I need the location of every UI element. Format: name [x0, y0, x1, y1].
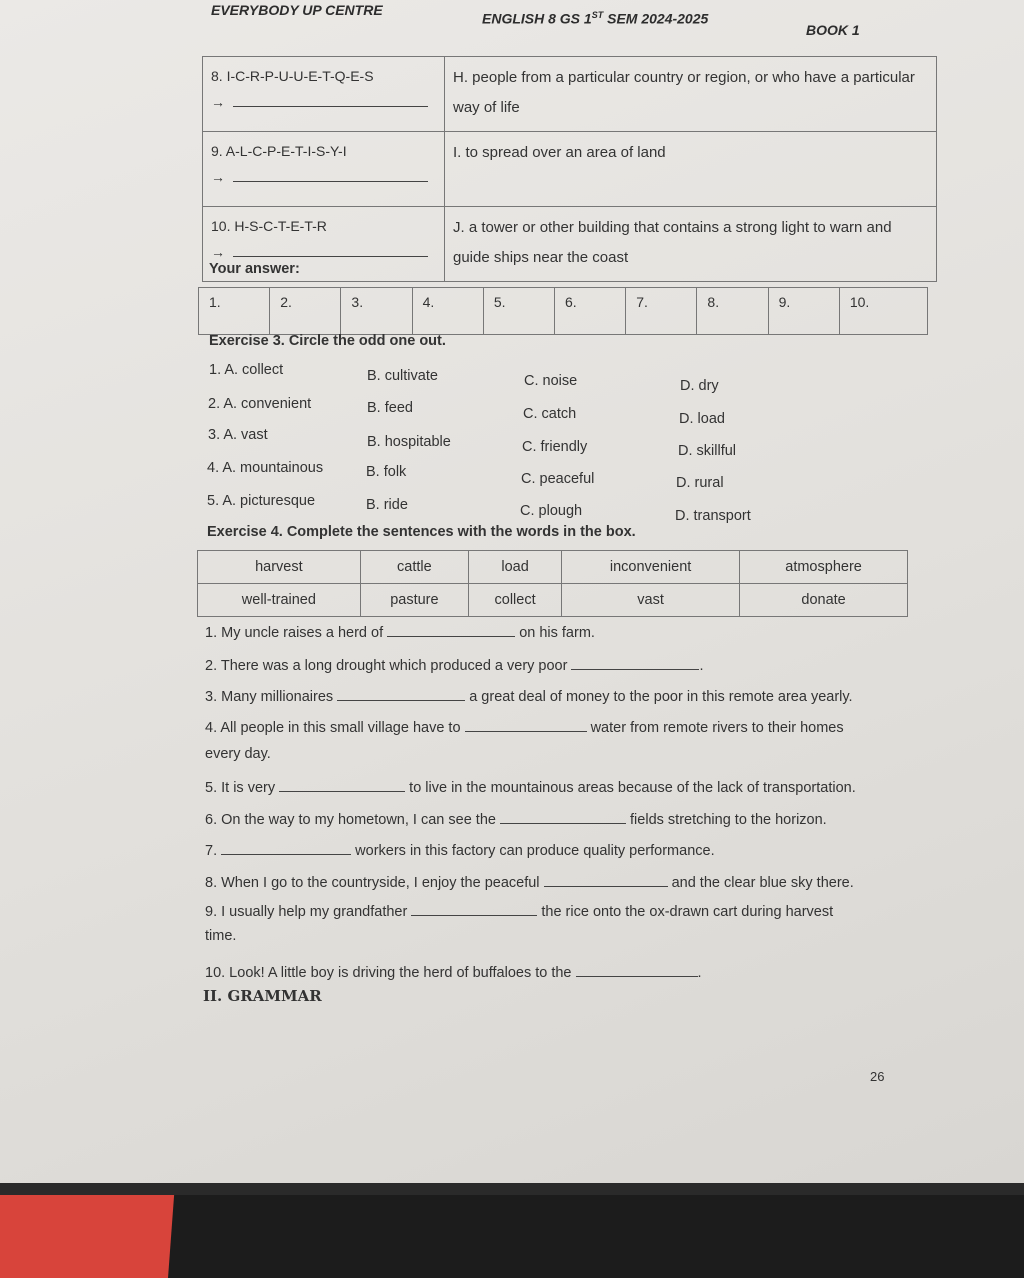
answer-cell[interactable]: 5. [483, 288, 554, 335]
answer-cell[interactable]: 7. [626, 288, 697, 335]
word-cell: donate [740, 584, 908, 617]
table-row [203, 57, 937, 132]
exercise3-title: Exercise 3. Circle the odd one out. [209, 333, 446, 349]
answer-blank[interactable] [571, 655, 699, 670]
option-a[interactable]: 2. A. convenient [208, 396, 312, 412]
sentence-2: 2. There was a long drought which produced a very poor . [205, 655, 704, 674]
option-d[interactable]: D. load [679, 411, 725, 427]
arrow-icon: → [211, 169, 225, 185]
answer-blank[interactable] [279, 777, 405, 792]
definition-cell: H. people from a particular country or region, or who have a particular way of life [445, 57, 937, 132]
option-a[interactable]: 5. A. picturesque [207, 493, 316, 509]
sentence-5: 5. It is very to live in the mountainous areas because of the lack of transportation. [205, 777, 856, 796]
word-cell: cattle [360, 551, 468, 584]
answer-cell[interactable]: 1. [199, 288, 270, 335]
paper-shadow [0, 1183, 1024, 1195]
table-row [198, 551, 908, 584]
answer-blank[interactable] [233, 92, 428, 107]
word-cell: inconvenient [562, 551, 740, 584]
table-row [203, 207, 937, 282]
word-cell: pasture [360, 584, 468, 617]
option-c[interactable]: C. catch [523, 406, 577, 422]
answer-blank[interactable] [500, 809, 626, 824]
option-d[interactable]: D. transport [675, 508, 751, 524]
table-row [199, 288, 928, 335]
table-row [203, 132, 937, 207]
answer-blank[interactable] [411, 901, 537, 916]
sentence-10: 10. Look! A little boy is driving the herd of buffaloes to the . [205, 962, 702, 981]
answer-grid [198, 287, 928, 335]
word-cell: load [469, 551, 562, 584]
option-d[interactable]: D. dry [680, 378, 719, 394]
option-a[interactable]: 3. A. vast [208, 427, 268, 443]
sentence-4-continued: every day. [205, 746, 271, 762]
answer-cell[interactable]: 2. [270, 288, 341, 335]
answer-blank[interactable] [233, 167, 428, 182]
answer-cell[interactable]: 3. [341, 288, 412, 335]
section-title: II. GRAMMAR [203, 987, 322, 1005]
answer-blank[interactable] [576, 962, 698, 977]
sentence-9: 9. I usually help my grandfather the rice onto the ox-drawn cart during harvest [205, 901, 833, 920]
centre-name: EVERYBODY UP CENTRE [211, 2, 383, 18]
definition-cell: I. to spread over an area of land [445, 132, 937, 207]
option-c[interactable]: C. noise [524, 373, 578, 389]
sentence-1: 1. My uncle raises a herd of on his farm. [205, 622, 595, 641]
option-b[interactable]: B. hospitable [367, 434, 451, 450]
word-cell: atmosphere [740, 551, 908, 584]
option-c[interactable]: C. plough [520, 503, 583, 519]
definition-cell: J. a tower or other building that contains a strong light to warn and guide ships near the coast [445, 207, 937, 282]
scrambled-word-cell: 10. H-S-C-T-E-T-R → [203, 207, 445, 282]
course-title: ENGLISH 8 GS 1ST SEM 2024-2025 [482, 10, 709, 27]
option-b[interactable]: B. folk [366, 464, 407, 480]
option-b[interactable]: B. cultivate [367, 368, 438, 384]
page-number: 26 [870, 1069, 885, 1084]
word-cell: well-trained [198, 584, 361, 617]
word-cell: harvest [198, 551, 361, 584]
your-answer-label: Your answer: [209, 261, 300, 277]
option-d[interactable]: D. skillful [678, 443, 737, 459]
option-d[interactable]: D. rural [676, 475, 724, 491]
sentence-6: 6. On the way to my hometown, I can see the fields stretching to the horizon. [205, 809, 827, 828]
answer-cell[interactable]: 8. [697, 288, 768, 335]
answer-blank[interactable] [221, 840, 351, 855]
exercise4-title: Exercise 4. Complete the sentences with the words in the box. [207, 524, 636, 540]
book-label: BOOK 1 [806, 22, 860, 38]
answer-blank[interactable] [465, 717, 587, 732]
table-surface [0, 1183, 1024, 1278]
word-cell: collect [469, 584, 562, 617]
sentence-8: 8. When I go to the countryside, I enjoy the peaceful and the clear blue sky there. [205, 872, 854, 891]
answer-cell[interactable]: 6. [555, 288, 626, 335]
matching-table [202, 56, 937, 282]
scrambled-word-cell: 8. I-C-R-P-U-U-E-T-Q-E-S → [203, 57, 445, 132]
option-b[interactable]: B. ride [366, 497, 408, 513]
option-b[interactable]: B. feed [367, 400, 413, 416]
sentence-4: 4. All people in this small village have to water from remote rivers to their homes [205, 717, 844, 736]
answer-blank[interactable] [387, 622, 515, 637]
sentence-9-continued: time. [205, 928, 237, 944]
arrow-icon: → [211, 244, 225, 260]
answer-cell[interactable]: 9. [768, 288, 839, 335]
table-row [198, 584, 908, 617]
answer-blank[interactable] [544, 872, 668, 887]
answer-blank[interactable] [233, 242, 428, 257]
sentence-7: 7. workers in this factory can produce quality performance. [205, 840, 715, 859]
arrow-icon: → [211, 94, 225, 110]
answer-cell[interactable]: 10. [839, 288, 927, 335]
word-cell: vast [562, 584, 740, 617]
answer-blank[interactable] [337, 686, 465, 701]
word-box [197, 550, 908, 617]
answer-cell[interactable]: 4. [412, 288, 483, 335]
option-a[interactable]: 1. A. collect [209, 362, 284, 378]
option-c[interactable]: C. friendly [522, 439, 588, 455]
sentence-3: 3. Many millionaires a great deal of money to the poor in this remote area yearly. [205, 686, 853, 705]
red-object [0, 1183, 175, 1278]
scrambled-word-cell: 9. A-L-C-P-E-T-I-S-Y-I → [203, 132, 445, 207]
option-c[interactable]: C. peaceful [521, 471, 595, 487]
option-a[interactable]: 4. A. mountainous [207, 460, 324, 476]
